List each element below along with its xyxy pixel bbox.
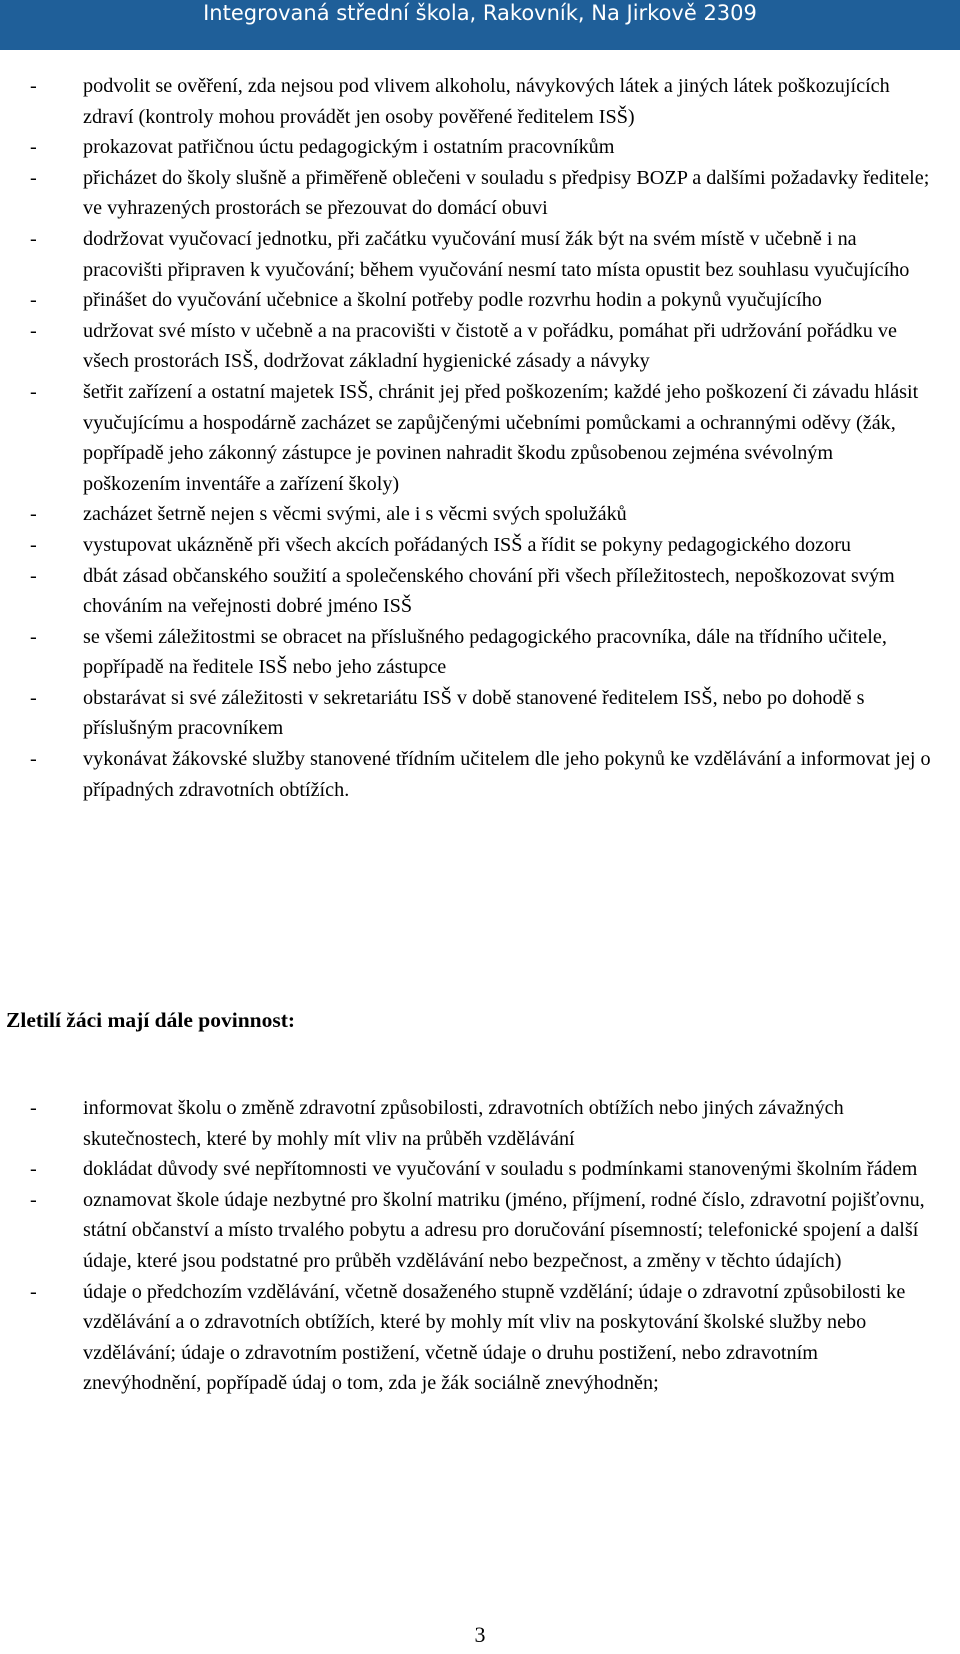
list-item (30, 285, 935, 316)
list-item (30, 71, 935, 132)
list-item (30, 622, 935, 683)
list-item (30, 377, 935, 499)
list-dash: - (30, 1097, 37, 1119)
header-title: Integrovaná střední škola, Rakovník, Na Jirkově 2309 (203, 1, 757, 25)
list-item-text: dbát zásad občanského soužití a společenského chování při všech příležitostech, nepoškozovat svým chováním na veřejnosti dobré jméno ISŠ (83, 564, 895, 618)
list-item (30, 1093, 935, 1154)
list-item (30, 163, 935, 224)
list-dash: - (30, 503, 37, 526)
list-item-text: dokládat důvody své nepřítomnosti ve vyučování v souladu s podmínkami stanovenými školním řádem (83, 1158, 918, 1181)
list-item-text: vykonávat žákovské služby stanovené třídním učitelem dle jeho pokynů ke vzdělávání a informovat jej o případných zdravotních obtížích. (83, 748, 931, 801)
list-dash: - (30, 564, 37, 587)
list-item (30, 683, 935, 744)
list-item-text: přinášet do vyučování učebnice a školní potřeby podle rozvrhu hodin a pokynů vyučujícího (83, 289, 822, 312)
list-item-text: obstarávat si své záležitosti v sekretariátu ISŠ v době stanovené ředitelem ISŠ, nebo po dohodě s příslušným pracovníkem (83, 686, 865, 740)
page-header (0, 0, 960, 50)
list-item-text: udržovat své místo v učebně a na pracovišti v čistotě a v pořádku, pomáhat při udržování pořádku ve všech prostorách ISŠ, dodržovat základní hygienické zásady a návyky (83, 319, 897, 373)
list-dash: - (30, 748, 37, 771)
list-dash: - (30, 1158, 37, 1181)
list-item-text: přicházet do školy slušně a přiměřeně oblečeni v souladu s předpisy BOZP a dalšími požadavky ředitele; ve vyhrazených prostorách se přezouvat do domácí obuvi (83, 166, 930, 220)
list-dash: - (30, 1188, 37, 1211)
list-item (30, 1154, 935, 1185)
section-heading: Zletilí žáci mají dále povinnost: (6, 1008, 296, 1032)
list-dash: - (30, 166, 37, 189)
list-item-text: oznamovat škole údaje nezbytné pro školní matriku (jméno, příjmení, rodné číslo, zdravotní pojišťovnu, státní občanství a místo trvalého pobytu a adresu pro doručování písemností; telefonické spojení a další údaje, které jsou podstatné pro průběh vzdělávání nebo bezpečnost, a změny v těchto údajích) (83, 1188, 925, 1272)
list-item-text: vystupovat ukázněně při všech akcích pořádaných ISŠ a řídit se pokyny pedagogického dozoru (83, 533, 852, 556)
list-item (30, 1277, 935, 1399)
list-dash: - (30, 136, 37, 159)
list-item-text: informovat školu o změně zdravotní způsobilosti, zdravotních obtížích nebo jiných závažných skutečnostech, které by mohly mít vliv na průběh vzdělávání (83, 1097, 844, 1150)
list-item-text: dodržovat vyučovací jednotku, při začátku vyučování musí žák být na svém místě v učebně i na pracovišti připraven k vyučování; během vyučování nesmí tato místa opustit bez souhlasu vyučujícího (83, 227, 910, 281)
list-item-text: šetřit zařízení a ostatní majetek ISŠ, chránit jej před poškozením; každé jeho poškození či závadu hlásit vyučujícímu a hospodárně zacházet se zapůjčenými učebními pomůckami a ochrannými oděvy (žák, popřípadě jeho zákonný zástupce je povinen nahradit škodu způsobenou zejména svévolným poškozením inventáře a zařízení školy) (83, 380, 919, 495)
list-item (30, 224, 935, 285)
duties-list (30, 71, 935, 805)
list-item-text: se všemi záležitostmi se obracet na příslušného pedagogického pracovníka, dále na třídního učitele, popřípadě na ředitele ISŠ nebo jeho zástupce (83, 625, 887, 679)
list-item (30, 744, 935, 805)
list-item-text: podvolit se ověření, zda nejsou pod vlivem alkoholu, návykových látek a jiných látek poškozujících zdraví (kontroly mohou provádět jen osoby pověřené ředitelem ISŠ) (83, 75, 890, 128)
list-item (30, 530, 935, 561)
list-dash: - (30, 319, 37, 342)
list-item-text: zacházet šetrně nejen s věcmi svými, ale i s věcmi svých spolužáků (83, 503, 627, 526)
list-item (30, 561, 935, 622)
list-item (30, 499, 935, 530)
list-item-text: údaje o předchozím vzdělávání, včetně dosaženého stupně vzdělání; údaje o zdravotní způsobilosti ke vzdělávání a o zdravotních obtížích, které by mohly mít vliv na poskytování školské služby nebo vzdělávání; údaje o zdravotním postižení, včetně údaje o druhu postižení, nebo zdravotním znevýhodnění, popřípadě údaj o tom, zda je žák sociálně znevýhodněn; (83, 1280, 906, 1395)
adult-duties-list (30, 1093, 935, 1399)
page-number: 3 (474, 1622, 486, 1647)
list-dash: - (30, 625, 37, 648)
list-item (30, 132, 935, 163)
list-dash: - (30, 289, 37, 312)
list-dash: - (30, 686, 37, 709)
list-dash: - (30, 227, 37, 250)
list-item (30, 316, 935, 377)
list-dash: - (30, 380, 37, 403)
list-item-text: prokazovat patřičnou úctu pedagogickým i ostatním pracovníkům (83, 136, 615, 159)
list-item (30, 1185, 935, 1277)
list-dash: - (30, 533, 37, 556)
list-dash: - (30, 75, 37, 97)
list-dash: - (30, 1280, 37, 1303)
